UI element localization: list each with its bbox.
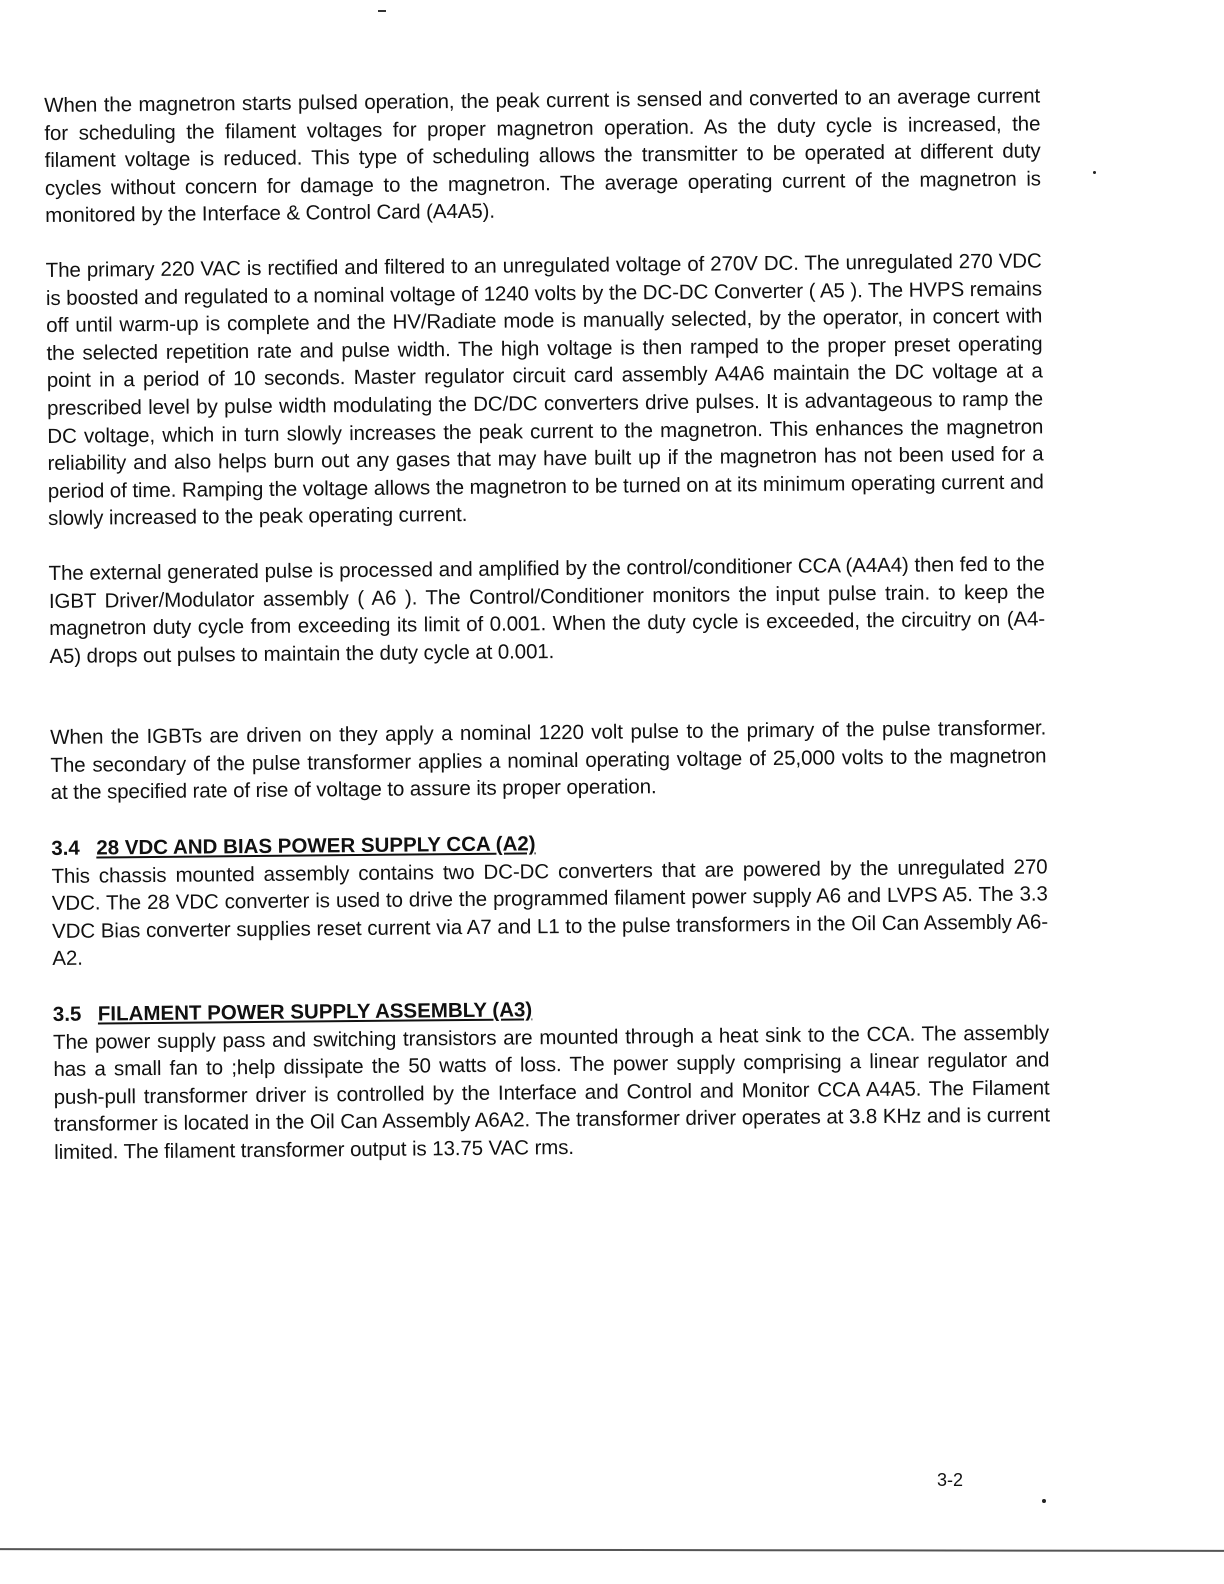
section-number: 3.5: [52, 1002, 82, 1026]
scan-edge-line: [0, 1548, 1224, 1552]
paragraph-igbt: When the IGBTs are driven on they apply a nominal 1220 volt pulse to the primary of the pulse transformer. The secondary of the pulse transformer applies a nominal operating voltage of 25,000 volts to the magnetron at the specified rate of rise of voltage to assure its proper operation.: [50, 716, 1047, 805]
section-number: 3.4: [51, 836, 80, 861]
section-title: FILAMENT POWER SUPPLY ASSEMBLY (A3): [97, 998, 533, 1026]
paragraph-filament-scheduling: When the magnetron starts pulsed operation, the peak current is sensed and converted to an average current for scheduling the filament voltages for proper magnetron operation. As the duty cycle is increased, the filament voltage is reduced. This type of scheduling allows the transmitter to be operated at different duty cycles without concern for damage to the magnetron. The average operating current of the magnetron is monitored by the Interface & Control Card (A4A5).: [44, 84, 1041, 228]
section-body-3-4: This chassis mounted assembly contains two DC-DC converters that are powered by the unregulated 270 VDC. The 28 VDC converter is used to drive the programmed filament power supply A6 and LVPS A5. The 3.3 VDC Bias converter supplies reset current via A7 and L1 to the pulse transformers in the Oil Can Assembly A6-A2.: [51, 855, 1049, 971]
scan-speck: [1093, 171, 1096, 174]
paragraph-hvps: The primary 220 VAC is rectified and filtered to an unregulated voltage of 270V DC. The unregulated 270 VDC is boosted and regulated to a nominal voltage of 1240 volts by the DC-DC Converter ( A5 ). The HVPS remains off until warm-up is complete and the HV/Radiate mode is manually selected, by the operator, in concert with the selected repetition rate and pulse width. The high voltage is then ramped to the proper preset operating point in a period of 10 seconds. Master regulator circuit card assembly A4A6 maintain the DC voltage at a prescribed level by pulse width modulating the DC/DC converters drive pulses. It is advantageous to ramp the DC voltage, which in turn slowly increases the peak current to the magnetron. This enhances the magnetron reliability and also helps burn out any gases that may have built up if the magnetron has not been used for a period of time. Ramping the voltage allows the magnetron to be turned on at its minimum operating current and slowly increased to the peak operating current.: [45, 249, 1044, 531]
scan-mark: [378, 10, 386, 12]
scan-speck: [1042, 1499, 1046, 1503]
paragraph-pulse-processing: The external generated pulse is processed and amplified by the control/conditioner CCA (A4A4) then fed to the IGBT Driver/Modulator assembly ( A6 ). The Control/Conditioner monitors the input pulse train. to keep the magnetron duty cycle from exceeding its limit of 0.001. When the duty cycle is exceeded, the circuitry on (A4-A5) drops out pulses to maintain the duty cycle at 0.001.: [48, 552, 1046, 668]
section-body-3-5: The power supply pass and switching transistors are mounted through a heat sink to the CCA. The assembly has a small fan to ;help dissipate the 50 watts of loss. The power supply comprising a linear regulator and push-pull transformer driver is controlled by the Interface and Control and Monitor CCA A4A5. The Filament transformer is located in the Oil Can Assembly A6A2. The transformer driver operates at 3.8 KHz and is current limited. The filament transformer output is 13.75 VAC rms.: [53, 1021, 1050, 1164]
document-body: [44, 82, 1050, 1166]
page-number: 3-2: [937, 1470, 964, 1490]
section-title: 28 VDC AND BIAS POWER SUPPLY CCA (A2): [96, 832, 536, 860]
